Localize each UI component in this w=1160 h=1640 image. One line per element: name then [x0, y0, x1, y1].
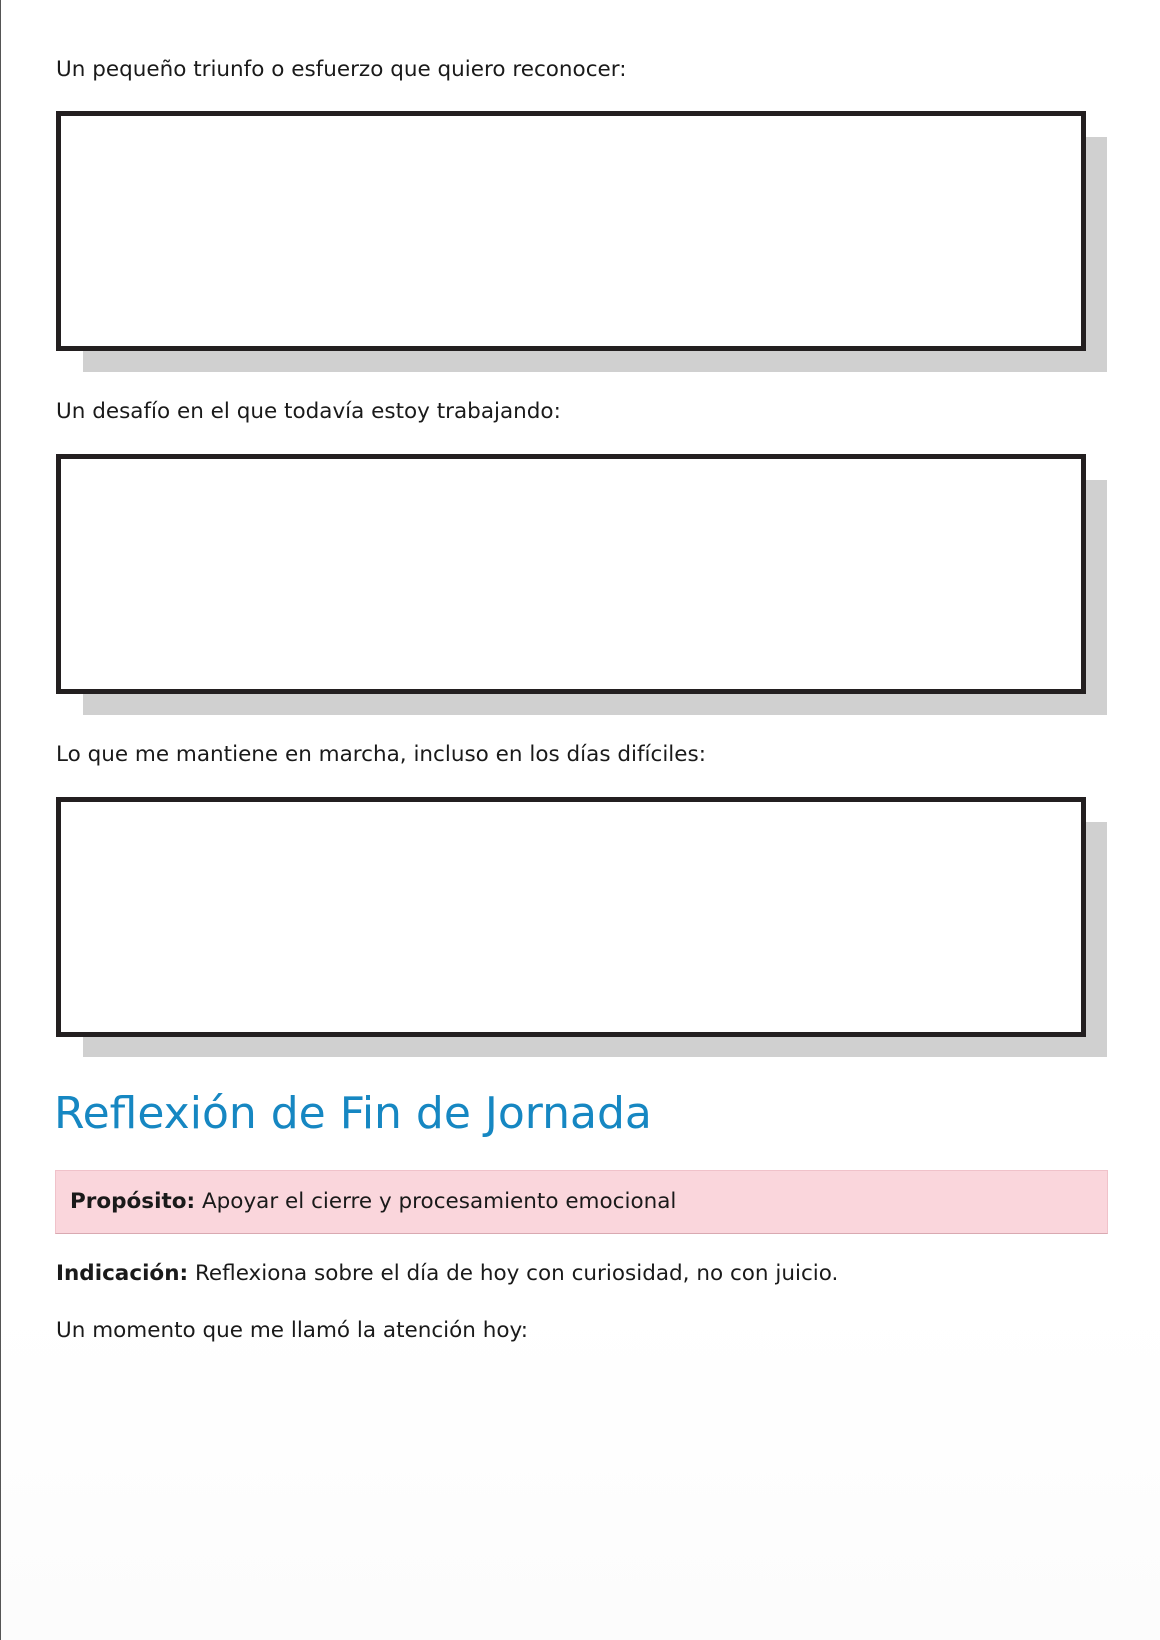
prompt-motivation: Lo que me mantiene en marcha, incluso en los días difíciles: [56, 742, 706, 767]
purpose-label: Propósito: [70, 1189, 196, 1214]
indication-text [56, 1260, 838, 1288]
answer-box-win[interactable] [56, 111, 1086, 351]
prompt-moment: Un momento que me llamó la atención hoy: [56, 1318, 528, 1343]
prompt-challenge: Un desafío en el que todavía estoy trabajando: [56, 399, 561, 424]
section-title: Reflexión de Fin de Jornada [54, 1088, 652, 1139]
prompt-win: Un pequeño triunfo o esfuerzo que quiero reconocer: [56, 57, 627, 82]
purpose-callout [55, 1170, 1108, 1234]
indication-label: Indicación: [56, 1261, 189, 1286]
purpose-text [70, 1188, 676, 1216]
indication-value: Reflexiona sobre el día de hoy con curiosidad, no con juicio. [194, 1261, 839, 1286]
answer-box-challenge[interactable] [56, 454, 1086, 694]
answer-box-motivation[interactable] [56, 797, 1086, 1037]
purpose-value: Apoyar el cierre y procesamiento emocional [201, 1189, 677, 1214]
